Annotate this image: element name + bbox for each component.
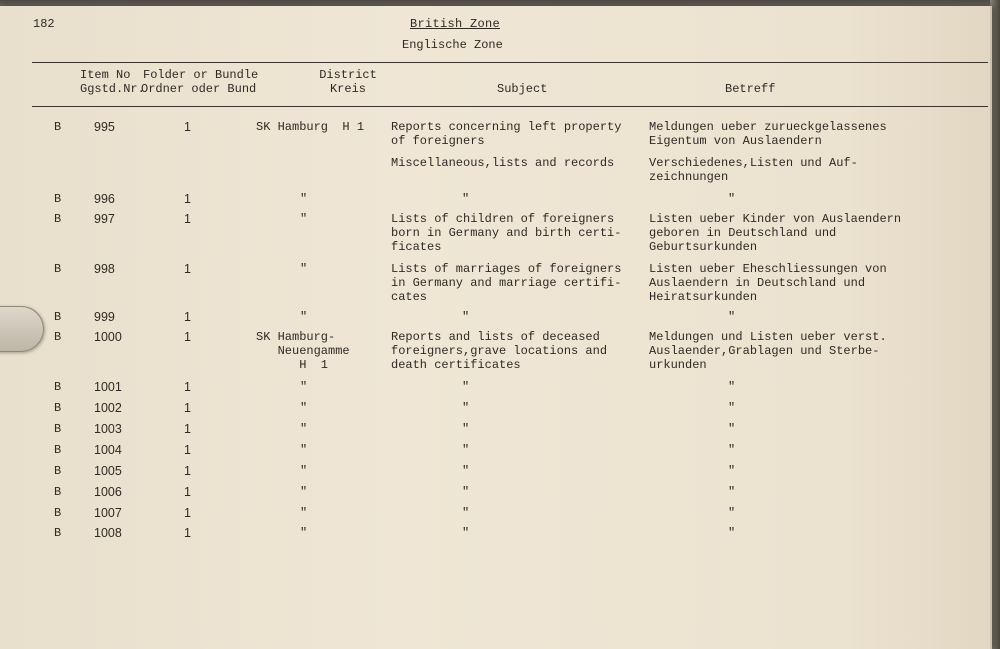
ditto-mark: " xyxy=(462,380,470,394)
ditto-mark: " xyxy=(300,192,308,206)
folder-count: 1 xyxy=(184,120,191,134)
betreff-cell: Listen ueber Kinder von Auslaendern geboren in Deutschland und Geburtsurkunden xyxy=(649,212,902,254)
ditto-mark: " xyxy=(462,464,470,478)
ditto-mark: " xyxy=(462,310,470,324)
item-number: 1006 xyxy=(94,485,122,499)
item-number: 1000 xyxy=(94,330,122,344)
row-letter: B xyxy=(54,310,62,324)
betreff-cell: Listen ueber Eheschliessungen von Auslaendern in Deutschland und Heiratsurkunden xyxy=(649,262,887,304)
ditto-mark: " xyxy=(300,526,308,540)
ditto-mark: " xyxy=(462,192,470,206)
folder-count: 1 xyxy=(184,485,191,499)
ditto-mark: " xyxy=(728,464,736,478)
subject-cell: Lists of children of foreigners born in Germany and birth certi- ficates xyxy=(391,212,622,254)
item-number: 1004 xyxy=(94,443,122,457)
folder-count: 1 xyxy=(184,443,191,457)
betreff-cell: Verschiedenes,Listen und Auf- zeichnungen xyxy=(649,156,858,184)
ditto-mark: " xyxy=(300,443,308,457)
item-number: 996 xyxy=(94,192,115,206)
ditto-mark: " xyxy=(728,310,736,324)
header-subject: Subject xyxy=(497,82,548,96)
folder-count: 1 xyxy=(184,330,191,344)
ditto-mark: " xyxy=(462,401,470,415)
ditto-mark: " xyxy=(300,506,308,520)
header-district: District Kreis xyxy=(319,68,377,96)
row-letter: B xyxy=(54,464,62,478)
ditto-mark: " xyxy=(300,380,308,394)
page-subtitle: Englische Zone xyxy=(402,38,503,52)
ditto-mark: " xyxy=(300,310,308,324)
folder-count: 1 xyxy=(184,212,191,226)
item-number: 1003 xyxy=(94,422,122,436)
subject-cell: Lists of marriages of foreigners in Germany and marriage certifi- cates xyxy=(391,262,622,304)
row-letter: B xyxy=(54,422,62,436)
item-number: 995 xyxy=(94,120,115,134)
document-page xyxy=(0,6,992,649)
folder-count: 1 xyxy=(184,401,191,415)
betreff-cell: Meldungen und Listen ueber verst. Auslaender,Grablagen und Sterbe- urkunden xyxy=(649,330,887,372)
header-rule-top xyxy=(32,62,988,63)
folder-count: 1 xyxy=(184,464,191,478)
folder-count: 1 xyxy=(184,310,191,324)
row-letter: B xyxy=(54,262,62,276)
item-number: 1002 xyxy=(94,401,122,415)
ditto-mark: " xyxy=(300,464,308,478)
folder-count: 1 xyxy=(184,262,191,276)
ditto-mark: " xyxy=(300,485,308,499)
row-letter: B xyxy=(54,192,62,206)
folder-count: 1 xyxy=(184,192,191,206)
folder-count: 1 xyxy=(184,422,191,436)
item-number: 997 xyxy=(94,212,115,226)
subject-cell: Reports concerning left property of foreigners xyxy=(391,120,622,148)
ditto-mark: " xyxy=(728,485,736,499)
ditto-mark: " xyxy=(462,506,470,520)
row-letter: B xyxy=(54,330,62,344)
folder-count: 1 xyxy=(184,380,191,394)
item-number: 998 xyxy=(94,262,115,276)
row-letter: B xyxy=(54,380,62,394)
header-item-no: Item No Ggstd.Nr. xyxy=(80,68,145,96)
ditto-mark: " xyxy=(300,422,308,436)
ditto-mark: " xyxy=(300,262,308,276)
header-folder: Folder or Bundle Ordner oder Bund xyxy=(141,68,259,96)
header-rule-bottom xyxy=(32,106,988,107)
ditto-mark: " xyxy=(728,443,736,457)
subject-cell: Miscellaneous,lists and records xyxy=(391,156,615,170)
header-betreff: Betreff xyxy=(725,82,776,96)
item-number: 1001 xyxy=(94,380,122,394)
folder-count: 1 xyxy=(184,526,191,540)
ditto-mark: " xyxy=(462,422,470,436)
ditto-mark: " xyxy=(462,443,470,457)
ditto-mark: " xyxy=(462,526,470,540)
row-letter: B xyxy=(54,120,62,134)
index-tab xyxy=(0,306,44,352)
district-cell: SK Hamburg- Neuengamme H 1 xyxy=(256,330,350,372)
ditto-mark: " xyxy=(728,380,736,394)
ditto-mark: " xyxy=(728,422,736,436)
betreff-cell: Meldungen ueber zurueckgelassenes Eigentum von Auslaendern xyxy=(649,120,887,148)
row-letter: B xyxy=(54,212,62,226)
folder-count: 1 xyxy=(184,506,191,520)
row-letter: B xyxy=(54,526,62,540)
ditto-mark: " xyxy=(300,212,308,226)
subject-cell: Reports and lists of deceased foreigners,grave locations and death certificates xyxy=(391,330,608,372)
page-title: British Zone xyxy=(410,17,501,31)
ditto-mark: " xyxy=(300,401,308,415)
item-number: 1007 xyxy=(94,506,122,520)
item-number: 1005 xyxy=(94,464,122,478)
ditto-mark: " xyxy=(462,485,470,499)
row-letter: B xyxy=(54,443,62,457)
ditto-mark: " xyxy=(728,506,736,520)
row-letter: B xyxy=(54,485,62,499)
page-number: 182 xyxy=(33,17,55,31)
ditto-mark: " xyxy=(728,192,736,206)
item-number: 999 xyxy=(94,310,115,324)
ditto-mark: " xyxy=(728,526,736,540)
row-letter: B xyxy=(54,506,62,520)
row-letter: B xyxy=(54,401,62,415)
item-number: 1008 xyxy=(94,526,122,540)
district-cell: SK Hamburg H 1 xyxy=(256,120,365,134)
ditto-mark: " xyxy=(728,401,736,415)
